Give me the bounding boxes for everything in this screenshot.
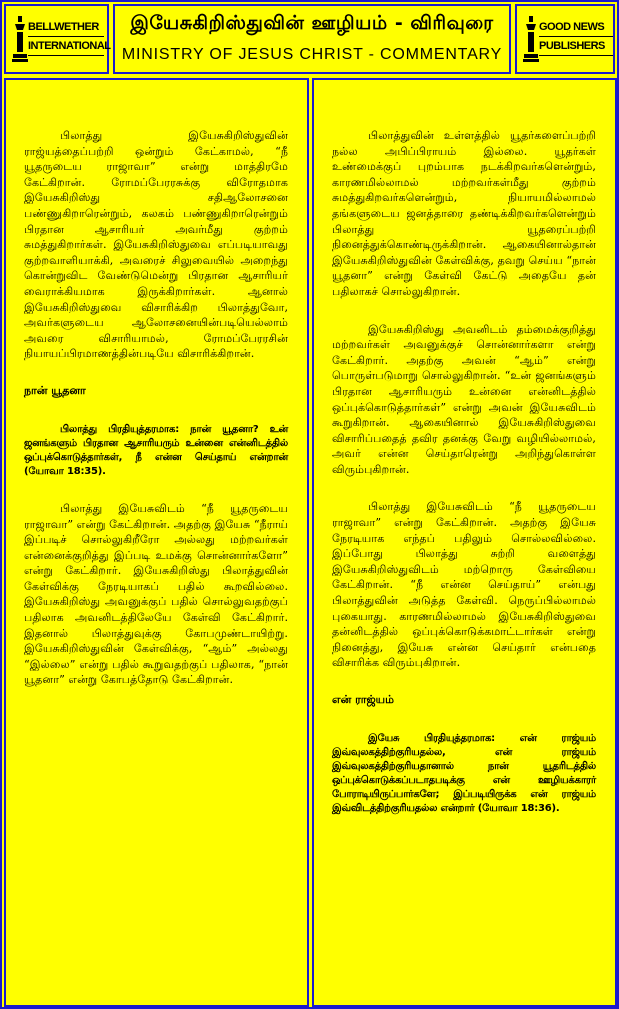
left-paragraph-2: பிலாத்து இயேசுவிடம் “நீ யூதருடைய ராஜாவா” என்று கேட்கிறான். அதற்கு இயேசு “நீராய் இப்படிச் சொல்லுகிறீரோ அல்லது மற்றவர்கள் என்னைக்குறித்து இப்படி உமக்கு சொன்னார்களோ” என்று கேட்கிறார். இயேசுகிறிஸ்து பிலாத்துவின் கேள்விக்கு நேரடியாகப் பதில் கூறவில்லை. இயேசுகிறிஸ்து அவனுக்குப் பதில் சொல்லுவதற்குப் பதிலாக அவனிடத்திலேயே கேள்வி கேட்கிறார். இதனால் பிலாத்துவுக்கு கோபமுண்டாயிற்று. இயேசுகிறிஸ்துவின் கேள்விக்கு, “ஆம்” அல்லது “இல்லை” என்று பதில் கூறுவதற்குப் பதிலாக, “நான் யூதனா” என்று கோபத்தோடு கேட்கிறான். xyxy=(24,501,288,687)
lamp-icon xyxy=(523,16,539,62)
scripture-quote: பிலாத்து பிரதியுத்தரமாக: நான் யூதனா? உன் ஜனங்களும் பிரதான ஆசாரியரும் உன்னை என்னிடத்தில் ஒப்புக்கொடுத்தார்கள், நீ என்ன செய்தாய் என்றான் (யோவா 18:35). xyxy=(24,423,288,477)
left-logo-line1: BELLWETHER xyxy=(28,18,104,37)
right-logo-line2: PUBLISHERS xyxy=(539,37,613,56)
left-column xyxy=(4,78,309,1007)
left-logo-box xyxy=(4,4,109,74)
good-news-logo xyxy=(521,12,616,68)
right-paragraph-1: பிலாத்துவின் உள்ளத்தில் யூதர்களைப்பற்றி நல்ல அபிப்பிராயம் இல்லை. யூதர்கள் உண்மைக்குப் புறம்பாக நடக்கிறவர்களென்றும், காரணமில்லாமல் மற்றவர்கள்மீது குற்றம் சுமத்துகிறவர்களென்றும், நியாயமில்லாமல் தங்களுடைய ஜனத்தாரை தண்டிக்கிறவர்களென்றும் பிலாத்து யூதரைப்பற்றி நினைத்துக்கொண்டிருக்கிறான். ஆகையினால்தான் இயேசுகிறிஸ்துவின் கேள்விக்கு, தவறு செய்ய “நான் யூதனா” என்று கேள்வி கேட்டு அதையே தன் பதிலாகச் சொல்லுகிறான். xyxy=(332,129,596,298)
right-paragraph-3: பிலாத்து இயேசுவிடம் “நீ யூதருடைய ராஜாவா” என்று கேட்கிறான். அதற்கு இயேசு நேரடியாக எந்தப் பதிலும் சொல்லவில்லை. இப்போது பிலாத்து சுற்றி வளைத்து இயேசுகிறிஸ்துவிடம் மற்றொரு கேள்வியை கேட்கிறான். “நீ என்ன செய்தாய்” என்பது பிலாத்துவின் அடுத்த கேள்வி. நெருப்பில்லாமல் புகையாது. காரணமில்லாமல் இயேசுகிறிஸ்துவை தன்னிடத்தில் ஒப்புக்கொடுக்கமாட்டார்கள் என்று நினைத்து, இயேசு என்ன செய்தார் என்பதை விசாரிக்க விரும்புகிறான். xyxy=(332,500,596,670)
page-title-english: MINISTRY OF JESUS CHRIST - COMMENTARY xyxy=(121,46,503,63)
section-heading: என் ராஜ்யம் xyxy=(332,693,394,706)
bellwether-logo xyxy=(10,12,111,68)
lamp-icon xyxy=(12,16,28,62)
header xyxy=(2,2,617,76)
right-column xyxy=(312,78,617,1007)
section-heading: நான் யூதனா xyxy=(24,383,86,397)
left-logo-line2: INTERNATIONAL xyxy=(28,37,104,56)
page-title-tamil: இயேசுகிறிஸ்துவின் ஊழியம் - விரிவுரை xyxy=(130,12,494,34)
right-logo-box xyxy=(515,4,615,74)
title-box xyxy=(113,4,511,74)
right-paragraph-2: இயேசுகிறிஸ்து அவனிடம் தம்மைக்குறித்து மற்றவர்கள் அவனுக்குச் சொன்னார்களா என்று கேட்கிறார். அதற்கு அவன் “ஆம்” என்று பொருள்படுமாறு சொல்லுகிறான். “உன் ஜனங்களும் பிரதான ஆசாரியரும் உன்னை என்னிடத்தில் ஒப்புக்கொடுத்தார்கள்” என்று அவன் இயேசுவிடம் கூறுகிறான். ஆகையினால் இயேசுகிறிஸ்துவை விசாரிப்பதைத் தவிர தனக்கு வேறு வழியில்லாமல், அவர் என்ன செய்தாரென்று அறிந்துகொள்ள விரும்புகிறான். xyxy=(332,322,596,476)
left-paragraph-1: பிலாத்து இயேசுகிறிஸ்துவின் ராஜ்யத்தைப்பற்றி ஒன்றும் கேட்காமல், “நீ யூதருடைய ராஜாவா” என்று மாத்திரமே கேட்கிறான். ரோமப்பேரரசுக்கு விரோதமாக இயேசுகிறிஸ்து சதிஆலோசனை பண்ணுகிறாரென்றும், கலகம் பண்ணுகிறாரென்றும் பிரதான ஆசாரியர் அவர்மீது குற்றம் சுமத்துகிறார்கள். இயேசுகிறிஸ்துவை எப்படியாவது குற்றவாளியாக்கி, அவரைச் சிலுவையில் அறைந்து கொன்றுவிட வேண்டுமென்று பிரதான ஆசாரியர் வைராக்கியமாக இருக்கிறார்கள். ஆனால் இயேசுகிறிஸ்துவை விசாரிக்கிற பிலாத்துவோ, அவர்களுடைய ஆலோசனையின்படியெல்லாம் அவரை விசாரியாமல், ரோமப்பேரரசின் நியாயப்பிரமாணத்தின்படியே விசாரிக்கிறான். xyxy=(24,129,288,361)
right-logo-line1: GOOD NEWS xyxy=(539,18,613,37)
scripture-quote: இயேசு பிரதியுத்தரமாக: என் ராஜ்யம் இவ்வுலகத்திற்குரியதல்ல, என் ராஜ்யம் இவ்வுலகத்திற்குரியதானால் நான் யூதரிடத்தில் ஒப்புக்கொடுக்கப்படாதபடிக்கு என் ஊழியக்காரர் போராடியிருப்பார்களே; இப்படியிருக்க என் ராஜ்யம் இவ்விடத்திற்குரியதல்ல என்றார் (யோவா 18:36). xyxy=(332,733,596,814)
